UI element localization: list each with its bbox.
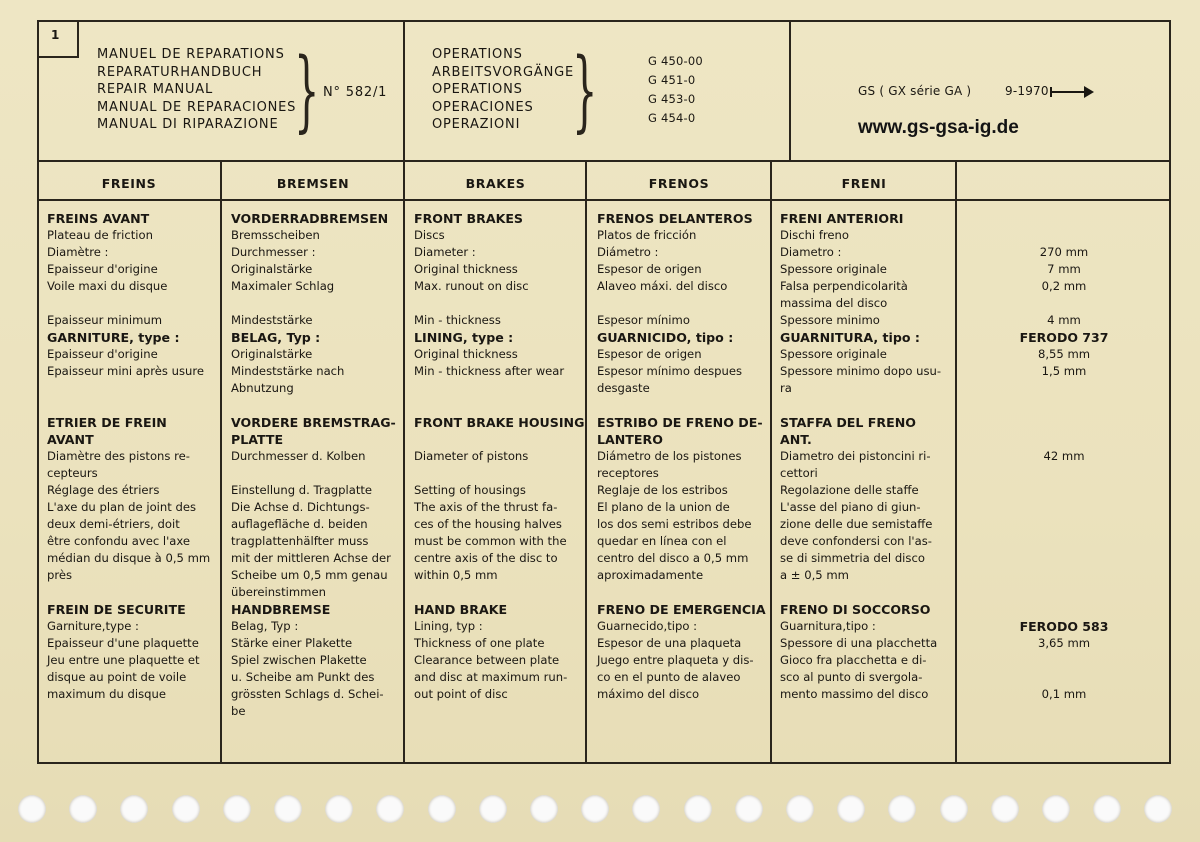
- spec-line: Abnutzung: [231, 381, 294, 395]
- manual-number: N° 582/1: [323, 85, 388, 100]
- spec-line: FRENOS DELANTEROS: [597, 211, 753, 226]
- spec-line: LANTERO: [597, 432, 663, 447]
- spec-line: übereinstimmen: [231, 585, 326, 599]
- spec-line: deux demi-étriers, doit: [47, 517, 180, 531]
- spec-line: Reglaje de los estribos: [597, 483, 728, 497]
- col-divider-3: [585, 160, 587, 764]
- col-head-bremsen: BREMSEN: [276, 176, 350, 191]
- spec-line: [414, 431, 584, 448]
- col-divider-1: [403, 20, 405, 764]
- spec-line: être confondu avec l'axe: [47, 534, 191, 548]
- spec-value: 7 mm: [1047, 262, 1081, 276]
- spec-line: must be common with the: [414, 534, 567, 548]
- column-english: [414, 210, 584, 703]
- spec-line: cepteurs: [47, 466, 98, 480]
- spec-line: ETRIER DE FREIN: [47, 415, 167, 430]
- spec-line: [231, 295, 396, 312]
- spec-line: los dos semi estribos debe: [597, 517, 752, 531]
- binder-hole: [786, 795, 814, 823]
- binder-hole: [684, 795, 712, 823]
- spec-line: GUARNITURA, tipo :: [780, 330, 920, 345]
- spec-line: disque au point de voile: [47, 670, 187, 684]
- spec-line: Guarnecido,tipo :: [597, 619, 698, 633]
- spec-line: [47, 380, 210, 397]
- spec-line: out point of disc: [414, 687, 508, 701]
- spec-line: près: [47, 568, 73, 582]
- spec-line: Setting of housings: [414, 483, 526, 497]
- brace-left: }: [294, 41, 320, 143]
- spec-line: L'axe du plan de joint des: [47, 500, 197, 514]
- spec-line: ESTRIBO DE FRENO DE-: [597, 415, 763, 430]
- spec-line: Falsa perpendicolarità: [780, 279, 908, 293]
- spec-line: Originalstärke: [231, 347, 313, 361]
- spec-line: BELAG, Typ :: [231, 330, 321, 345]
- spec-value: 0,2 mm: [1041, 279, 1087, 293]
- spec-line: [414, 380, 584, 397]
- column-french: [47, 210, 210, 703]
- spec-value: 3,65 mm: [1037, 636, 1091, 650]
- spec-line: ANT.: [780, 432, 812, 447]
- spec-line: Garniture,type :: [47, 619, 139, 633]
- column-german: [231, 210, 396, 720]
- spec-line: Diameter :: [414, 245, 476, 259]
- operation-code: G 454-0: [648, 111, 696, 125]
- spec-line: [47, 584, 210, 601]
- spec-line: and disc at maximum run-: [414, 670, 568, 684]
- col-divider-4: [770, 160, 772, 764]
- spec-line: tragplattenhälfter muss: [231, 534, 369, 548]
- spec-line: auflagefläche d. beiden: [231, 517, 368, 531]
- header-divider: [37, 160, 1171, 162]
- operation-title-en: OPERATIONS: [432, 82, 523, 97]
- spec-line: Spessore di una placchetta: [780, 636, 938, 650]
- spec-line: Espesor de origen: [597, 347, 702, 361]
- spec-line: Original thickness: [414, 262, 518, 276]
- model-label: GS ( GX série GA ): [858, 84, 972, 98]
- spec-line: VORDERE BREMSTRAG-: [231, 415, 396, 430]
- header-divider-right: [789, 20, 791, 161]
- binder-hole: [18, 795, 46, 823]
- manual-title-en: REPAIR MANUAL: [97, 82, 214, 97]
- spec-line: FRENO DI SOCCORSO: [780, 602, 931, 617]
- spec-line: Platos de fricción: [597, 228, 697, 242]
- spec-line: Scheibe um 0,5 mm genau: [231, 568, 388, 582]
- spec-line: Espesor de origen: [597, 262, 702, 276]
- spec-line: FRONT BRAKE HOUSING: [414, 415, 585, 430]
- spec-line: maximum du disque: [47, 687, 166, 701]
- manual-title-de: REPARATURHANDBUCH: [97, 64, 263, 80]
- spec-line: [231, 397, 396, 414]
- spec-line: mit der mittleren Achse der: [231, 551, 391, 565]
- arrow-icon: [1050, 91, 1090, 93]
- spec-line: Réglage des étriers: [47, 483, 160, 497]
- spec-line: Spessore originale: [780, 262, 887, 276]
- spec-line: [47, 295, 210, 312]
- spec-line: Durchmesser d. Kolben: [231, 449, 366, 463]
- spec-line: FRONT BRAKES: [414, 211, 523, 226]
- spec-line: u. Scheibe am Punkt des: [231, 670, 375, 684]
- spec-line: [47, 397, 210, 414]
- spec-line: GARNITURE, type :: [47, 330, 180, 345]
- spec-line: Belag, Typ :: [231, 619, 299, 633]
- spec-line: cettori: [780, 466, 818, 480]
- spec-line: Plateau de friction: [47, 228, 153, 242]
- date-label: 9-1970: [1005, 84, 1049, 98]
- spec-line: grössten Schlags d. Schei-: [231, 687, 384, 701]
- manual-title-es: MANUAL DE REPARACIONES: [97, 99, 297, 115]
- spec-line: FRENO DE EMERGENCIA: [597, 602, 766, 617]
- spec-line: HAND BRAKE: [414, 602, 508, 617]
- binder-hole: [120, 795, 148, 823]
- spec-line: centro del disco a 0,5 mm: [597, 551, 749, 565]
- spec-line: Dischi freno: [780, 228, 849, 242]
- spec-line: Espesor de una plaqueta: [597, 636, 742, 650]
- spec-line: Regolazione delle staffe: [780, 483, 919, 497]
- spec-line: FREIN DE SECURITE: [47, 602, 186, 617]
- spec-line: Espesor mínimo: [597, 313, 690, 327]
- manual-titles: [97, 46, 296, 134]
- spec-line: máximo del disco: [597, 687, 700, 701]
- binder-hole: [428, 795, 456, 823]
- spec-line: médian du disque à 0,5 mm: [47, 551, 211, 565]
- spec-line: ces of the housing halves: [414, 517, 562, 531]
- binder-hole: [376, 795, 404, 823]
- spec-line: Guarnitura,tipo :: [780, 619, 876, 633]
- spec-line: GUARNICIDO, tipo :: [597, 330, 734, 345]
- binder-hole: [172, 795, 200, 823]
- spec-line: aproximadamente: [597, 568, 704, 582]
- spec-value: 0,1 mm: [1041, 687, 1087, 701]
- spec-line: Diameter of pistons: [414, 449, 529, 463]
- spec-value: 1,5 mm: [1041, 364, 1087, 378]
- spec-line: Diamètre :: [47, 245, 109, 259]
- binder-hole: [581, 795, 609, 823]
- brace-right: }: [572, 41, 598, 143]
- binder-hole: [274, 795, 302, 823]
- spec-line: Discs: [414, 228, 445, 242]
- spec-line: Lining, typ :: [414, 619, 483, 633]
- spec-line: quedar en línea con el: [597, 534, 727, 548]
- binder-hole: [1144, 795, 1172, 823]
- operation-title-fr: OPERATIONS: [432, 47, 523, 62]
- spec-value: 270 mm: [1039, 245, 1089, 259]
- spec-value: FERODO 583: [1019, 619, 1109, 634]
- spec-line: Epaisseur d'origine: [47, 347, 158, 361]
- spec-line: Spessore originale: [780, 347, 887, 361]
- spec-line: Original thickness: [414, 347, 518, 361]
- spec-line: Gioco fra placchetta e di-: [780, 653, 927, 667]
- spec-line: mento massimo del disco: [780, 687, 929, 701]
- spec-line: Bremsscheiben: [231, 228, 320, 242]
- spec-line: Diámetro de los pistones: [597, 449, 742, 463]
- spec-line: FRENI ANTERIORI: [780, 211, 904, 226]
- spec-line: Einstellung d. Tragplatte: [231, 483, 373, 497]
- spec-line: Epaisseur d'une plaquette: [47, 636, 199, 650]
- spec-line: Mindeststärke nach: [231, 364, 345, 378]
- binder-hole: [1042, 795, 1070, 823]
- spec-line: Mindeststärke: [231, 313, 313, 327]
- spec-line: HANDBREMSE: [231, 602, 331, 617]
- spec-line: The axis of the thrust fa-: [414, 500, 558, 514]
- binder-hole: [888, 795, 916, 823]
- spec-line: deve confondersi con l'as-: [780, 534, 932, 548]
- spec-line: Diamètre des pistons re-: [47, 449, 190, 463]
- spec-line: Durchmesser :: [231, 245, 316, 259]
- operation-title-es: OPERACIONES: [432, 99, 534, 115]
- spec-line: ra: [780, 381, 792, 395]
- spec-line: Epaisseur mini après usure: [47, 364, 205, 378]
- binder-hole: [837, 795, 865, 823]
- spec-value: 42 mm: [1043, 449, 1085, 463]
- spec-line: Diametro :: [780, 245, 842, 259]
- spec-line: L'asse del piano di giun-: [780, 500, 921, 514]
- spec-line: Juego entre plaqueta y dis-: [597, 653, 754, 667]
- website-link[interactable]: www.gs-gsa-ig.de: [858, 117, 1019, 138]
- spec-line: [414, 397, 584, 414]
- binder-hole: [479, 795, 507, 823]
- operation-code: G 453-0: [648, 92, 696, 106]
- spec-line: Voile maxi du disque: [47, 279, 168, 293]
- spec-line: Spiel zwischen Plakette: [231, 653, 367, 667]
- column-italian: [780, 210, 941, 703]
- spec-value: 8,55 mm: [1037, 347, 1091, 361]
- operation-titles: [432, 46, 574, 134]
- manual-title-it: MANUAL DI RIPARAZIONE: [97, 117, 279, 132]
- spec-line: Originalstärke: [231, 262, 313, 276]
- operation-codes: [648, 52, 703, 128]
- binder-hole: [991, 795, 1019, 823]
- spec-line: sco al punto di svergola-: [780, 670, 923, 684]
- spec-line: PLATTE: [231, 432, 284, 447]
- spec-value: 4 mm: [1047, 313, 1081, 327]
- operation-code: G 450-00: [648, 54, 703, 68]
- spec-line: Maximaler Schlag: [231, 279, 335, 293]
- spec-line: Diametro dei pistoncini ri-: [780, 449, 931, 463]
- spec-value: FERODO 737: [1019, 330, 1109, 345]
- spec-line: massima del disco: [780, 296, 888, 310]
- manual-title-fr: MANUEL DE REPARATIONS: [97, 47, 285, 62]
- operation-title-de: ARBEITSVORGÄNGE: [432, 64, 574, 80]
- spec-line: Epaisseur d'origine: [47, 262, 158, 276]
- spec-line: LINING, type :: [414, 330, 514, 345]
- spec-line: Min - thickness: [414, 313, 501, 327]
- spec-line: [414, 584, 584, 601]
- spec-line: STAFFA DEL FRENO: [780, 415, 916, 430]
- spec-line: within 0,5 mm: [414, 568, 498, 582]
- spec-line: Diámetro :: [597, 245, 659, 259]
- binder-hole: [530, 795, 558, 823]
- spec-line: VORDERRADBREMSEN: [231, 211, 389, 226]
- col-divider-5: [955, 160, 957, 764]
- spec-line: Spessore minimo dopo usu-: [780, 364, 942, 378]
- column-header-divider: [37, 199, 1171, 201]
- binder-hole: [325, 795, 353, 823]
- col-divider-2: [220, 160, 222, 764]
- spec-line: Epaisseur minimum: [47, 313, 163, 327]
- col-head-brakes: BRAKES: [465, 176, 526, 191]
- spec-line: co en el punto de alaveo: [597, 670, 741, 684]
- spec-line: a ± 0,5 mm: [780, 568, 849, 582]
- operation-code: G 451-0: [648, 73, 696, 87]
- binder-hole: [69, 795, 97, 823]
- binder-hole: [735, 795, 763, 823]
- spec-line: Clearance between plate: [414, 653, 560, 667]
- spec-line: receptores: [597, 466, 659, 480]
- spec-line: El plano de la union de: [597, 500, 730, 514]
- spec-line: [414, 465, 584, 482]
- spec-line: Min - thickness after wear: [414, 364, 565, 378]
- spec-line: Thickness of one plate: [414, 636, 545, 650]
- spec-line: Max. runout on disc: [414, 279, 529, 293]
- spec-line: Die Achse d. Dichtungs-: [231, 500, 370, 514]
- spec-line: Spessore minimo: [780, 313, 880, 327]
- spec-line: AVANT: [47, 432, 94, 447]
- spec-line: Stärke einer Plakette: [231, 636, 353, 650]
- spec-line: centre axis of the disc to: [414, 551, 558, 565]
- spec-line: be: [231, 704, 246, 718]
- spec-line: [414, 295, 584, 312]
- col-head-freins: FREINS: [101, 176, 157, 191]
- binder-hole: [940, 795, 968, 823]
- spec-line: Espesor mínimo despues: [597, 364, 743, 378]
- binder-hole: [632, 795, 660, 823]
- binder-hole: [223, 795, 251, 823]
- operation-title-it: OPERAZIONI: [432, 117, 521, 132]
- spec-line: [780, 584, 941, 601]
- column-spanish: [597, 210, 766, 703]
- spec-line: desgaste: [597, 381, 650, 395]
- page-number: 1: [37, 20, 79, 58]
- spec-line: [231, 465, 396, 482]
- spec-line: [597, 397, 766, 414]
- spec-line: FREINS AVANT: [47, 211, 150, 226]
- binder-hole: [1093, 795, 1121, 823]
- spec-line: zione delle due semistaffe: [780, 517, 933, 531]
- spec-line: [780, 397, 941, 414]
- spec-line: Alaveo máxi. del disco: [597, 279, 728, 293]
- spec-line: Jeu entre une plaquette et: [47, 653, 200, 667]
- col-head-freni: FRENI: [841, 176, 887, 191]
- spec-line: [597, 295, 766, 312]
- col-head-frenos: FRENOS: [648, 176, 710, 191]
- spec-line: [597, 584, 766, 601]
- spec-line: se di simmetria del disco: [780, 551, 925, 565]
